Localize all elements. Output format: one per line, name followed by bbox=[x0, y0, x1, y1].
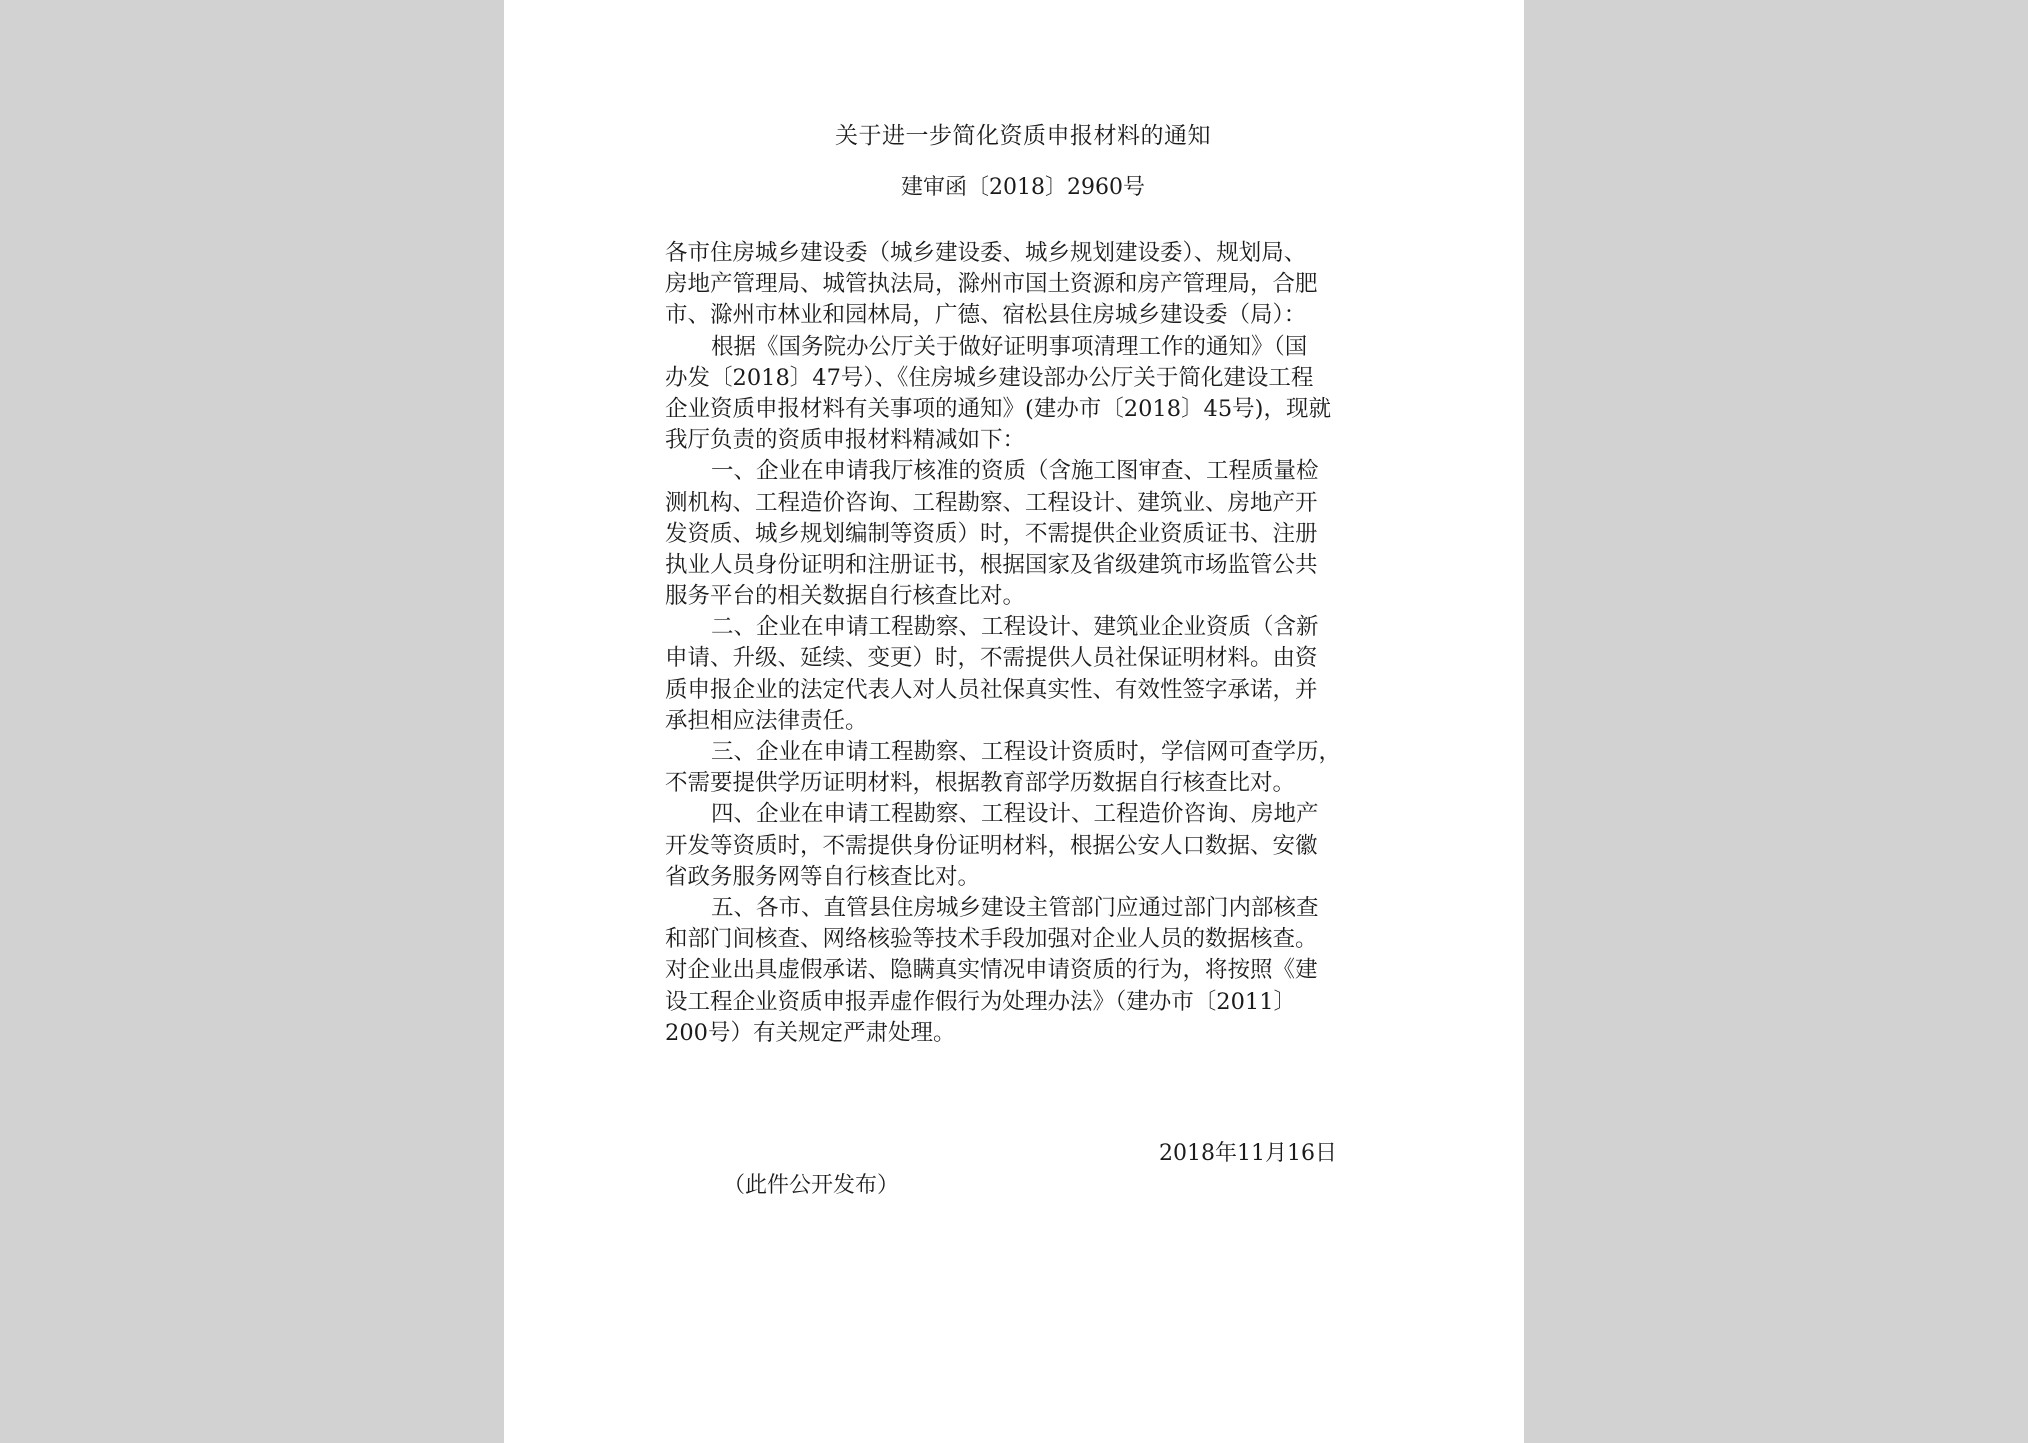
body-line: 房地产管理局、城管执法局，滁州市国土资源和房产管理局，合肥 bbox=[665, 271, 1318, 298]
body-line: 质申报企业的法定代表人对人员社保真实性、有效性签字承诺，并 bbox=[665, 676, 1318, 703]
body-line: 对企业出具虚假承诺、隐瞒真实情况申请资质的行为，将按照《建 bbox=[665, 957, 1318, 984]
publication-note: （此件公开发布） bbox=[723, 1173, 900, 1198]
body-line: 各市住房城乡建设委（城乡建设委、城乡规划建设委）、规划局、 bbox=[665, 240, 1307, 266]
body-line: 我厅负责的资质申报材料精减如下： bbox=[665, 427, 1026, 454]
body-line: 四、企业在申请工程勘察、工程设计、工程造价咨询、房地产 bbox=[711, 801, 1319, 828]
body-line: 执业人员身份证明和注册证书，根据国家及省级建筑市场监管公共 bbox=[665, 551, 1318, 578]
document-number: 建审函〔2018〕2960号 bbox=[901, 175, 1145, 200]
body-line: 申请、升级、延续、变更）时，不需提供人员社保证明材料。由资 bbox=[665, 645, 1318, 672]
body-line: 200号）有关规定严肃处理。 bbox=[665, 1019, 956, 1046]
body-line: 企业资质申报材料有关事项的通知》(建办市〔2018〕45号)，现就 bbox=[665, 395, 1331, 422]
body-line: 服务平台的相关数据自行核查比对。 bbox=[665, 583, 1026, 610]
body-line: 开发等资质时，不需提供身份证明材料，根据公安人口数据、安徽 bbox=[665, 832, 1318, 859]
body-line: 和部门间核查、网络核验等技术手段加强对企业人员的数据核查。 bbox=[665, 926, 1318, 953]
body-line: 测机构、工程造价咨询、工程勘察、工程设计、建筑业、房地产开 bbox=[665, 489, 1318, 516]
body-line: 五、各市、直管县住房城乡建设主管部门应通过部门内部核查 bbox=[711, 894, 1319, 921]
body-line: 不需要提供学历证明材料，根据教育部学历数据自行核查比对。 bbox=[665, 770, 1296, 797]
document-page bbox=[504, 0, 1524, 1443]
document-body bbox=[665, 238, 1381, 1049]
body-line: 根据《国务院办公厅关于做好证明事项清理工作的通知》（国 bbox=[711, 333, 1308, 360]
body-line: 设工程企业资质申报弄虚作假行为处理办法》（建办市〔2011〕 bbox=[665, 988, 1297, 1015]
document-title: 关于进一步简化资质申报材料的通知 bbox=[835, 123, 1211, 149]
body-line: 承担相应法律责任。 bbox=[665, 707, 868, 734]
body-line: 省政务服务网等自行核查比对。 bbox=[665, 863, 981, 890]
body-line: 三、企业在申请工程勘察、工程设计资质时，学信网可查学历， bbox=[711, 739, 1342, 765]
body-line: 一、企业在申请我厅核准的资质（含施工图审查、工程质量检 bbox=[711, 458, 1319, 485]
body-line: 办发〔2018〕47号）、《住房城乡建设部办公厅关于简化建设工程 bbox=[665, 364, 1314, 391]
body-line: 二、企业在申请工程勘察、工程设计、建筑业企业资质（含新 bbox=[711, 614, 1319, 641]
body-line: 市、滁州市林业和园林局，广德、宿松县住房城乡建设委（局）： bbox=[665, 302, 1307, 329]
document-date: 2018年11月16日 bbox=[1159, 1141, 1337, 1166]
body-line: 发资质、城乡规划编制等资质）时，不需提供企业资质证书、注册 bbox=[665, 520, 1318, 547]
